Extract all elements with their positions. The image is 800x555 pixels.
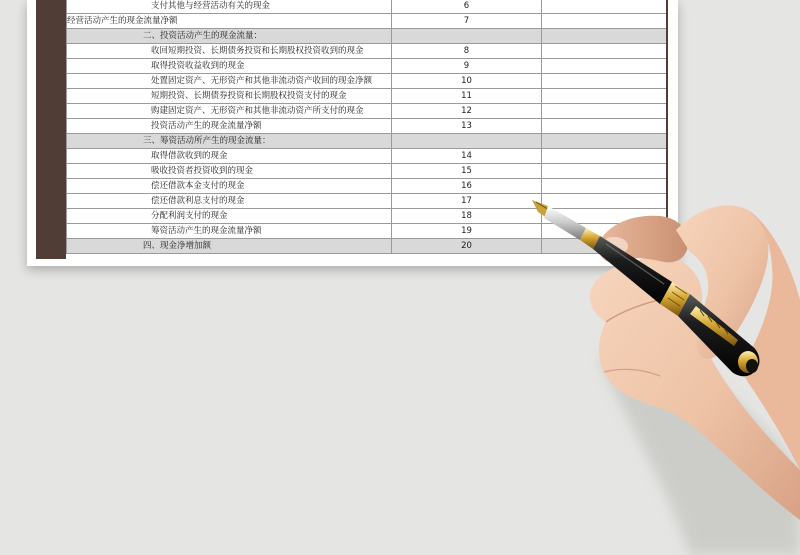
item-label-cell[interactable]: 偿还借款本金支付的现金 xyxy=(67,179,392,194)
item-label-cell[interactable]: 购建固定资产、无形资产和其他非流动资产所支付的现金 xyxy=(67,104,392,119)
item-label-cell[interactable]: 收回短期投资、长期债务投资和长期股权投资收到的现金 xyxy=(67,44,392,59)
line-number-cell[interactable]: 9 xyxy=(392,59,542,74)
line-number-cell[interactable]: 19 xyxy=(392,224,542,239)
item-label-cell[interactable]: 吸收投资者投资收到的现金 xyxy=(67,164,392,179)
item-label-cell[interactable]: 取得借款收到的现金 xyxy=(67,149,392,164)
line-number-cell[interactable]: 18 xyxy=(392,209,542,224)
item-label-cell[interactable]: 处置固定资产、无形资产和其他非流动资产收回的现金净额 xyxy=(67,74,392,89)
line-number-cell[interactable]: 10 xyxy=(392,74,542,89)
line-number-cell[interactable]: 15 xyxy=(392,164,542,179)
item-label-cell[interactable]: 投资活动产生的现金流量净额 xyxy=(67,119,392,134)
item-label-cell[interactable]: 四、现金净增加额 xyxy=(67,239,392,254)
line-number-cell[interactable]: 17 xyxy=(392,194,542,209)
item-label-cell[interactable]: 取得投资收益收到的现金 xyxy=(67,59,392,74)
item-label-cell[interactable]: 二、投资活动产生的现金流量： xyxy=(67,29,392,44)
line-number-cell[interactable]: 14 xyxy=(392,149,542,164)
line-number-cell[interactable]: 12 xyxy=(392,104,542,119)
line-number-cell[interactable]: 7 xyxy=(392,14,542,29)
line-number-cell[interactable]: 13 xyxy=(392,119,542,134)
item-label-cell[interactable]: 支付其他与经营活动有关的现金 xyxy=(67,0,392,14)
item-label-cell[interactable]: 偿还借款利息支付的现金 xyxy=(67,194,392,209)
item-label-cell[interactable]: 短期投资、长期债券投资和长期股权投资支付的现金 xyxy=(67,89,392,104)
line-number-cell[interactable]: 8 xyxy=(392,44,542,59)
line-number-cell[interactable]: 20 xyxy=(392,239,542,254)
item-label-cell[interactable]: 筹资活动产生的现金流量净额 xyxy=(67,224,392,239)
line-number-cell[interactable]: 11 xyxy=(392,89,542,104)
line-number-cell[interactable]: 16 xyxy=(392,179,542,194)
line-number-cell[interactable]: 6 xyxy=(392,0,542,14)
item-label-cell[interactable]: 分配利润支付的现金 xyxy=(67,209,392,224)
item-label-cell[interactable]: 三、筹资活动所产生的现金流量： xyxy=(67,134,392,149)
item-label-cell[interactable]: 经营活动产生的现金流量净额 xyxy=(67,14,392,29)
